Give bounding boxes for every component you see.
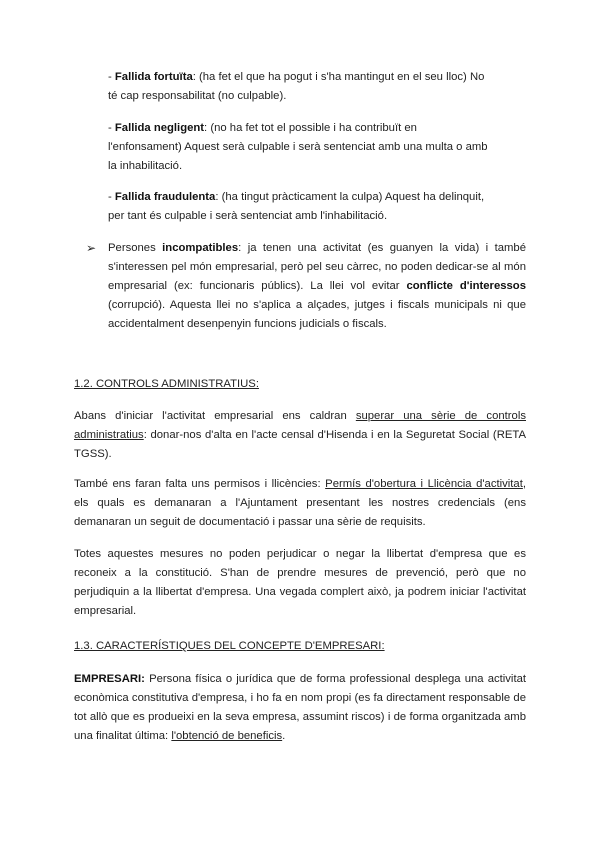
paragraph-mesures: Totes aquestes mesures no poden perjudicar o negar la llibertat d'empresa que es reconeix a la constitució. S'han de prendre mesures de prevenció, però que no perjudiquin a la llibertat d'empresa. Una vegada complert això, ja podrem iniciar l'activitat empresarial. bbox=[74, 548, 526, 617]
bullet-incompatibles bbox=[86, 239, 526, 339]
text-run: . bbox=[282, 730, 286, 742]
failure-term: Fallida fortuïta bbox=[114, 71, 193, 83]
paragraph-controls bbox=[74, 407, 526, 464]
dash: - bbox=[108, 191, 115, 203]
incompatibles-text bbox=[108, 239, 526, 334]
text-run: Persones bbox=[108, 242, 163, 254]
text-run: Persona física o jurídica que de forma professional desplega una activitat econòmica constitutiva d'empresa, i ho fa en nom propi (es fa directament responsable de tot allò que es produeixi en la seva empresa, assumint riscos) i de forma organitzada amb una finalitat última: bbox=[74, 673, 526, 742]
bold-term: conflicte d'interessos bbox=[406, 280, 526, 292]
section-heading-1-2: 1.2. CONTROLS ADMINISTRATIUS: bbox=[74, 378, 259, 390]
underlined-phrase: Permís d'obertura i Llicència d'activitat bbox=[325, 478, 523, 490]
bold-term: incompatibles bbox=[162, 242, 239, 254]
text-run: : donar-nos d'alta en l'acte censal d'Hisenda i en la Seguretat Social (RETA TGSS). bbox=[74, 429, 526, 460]
dash: - bbox=[108, 71, 115, 83]
failure-term: Fallida negligent bbox=[114, 122, 205, 134]
failure-text: : (ha fet el que ha pogut i s'ha mantingut en el seu lloc) No té cap responsabilitat (no culpable). bbox=[108, 71, 485, 102]
bold-term: EMPRESARI: bbox=[74, 673, 145, 685]
text-run: També ens faran falta uns permisos i llicències: bbox=[74, 478, 326, 490]
dash: - bbox=[108, 122, 115, 134]
section-heading-1-3: 1.3. CARACTERÍSTIQUES DEL CONCEPTE D'EMPRESARI: bbox=[74, 640, 385, 652]
text-run: Abans d'iniciar l'activitat empresarial ens caldran bbox=[74, 410, 356, 422]
failure-fortuita bbox=[108, 68, 488, 106]
failure-negligent bbox=[108, 119, 488, 176]
failure-term: Fallida fraudulenta bbox=[114, 191, 216, 203]
arrow-bullet-icon: ➢ bbox=[86, 241, 97, 255]
text-run: (corrupció). Aquesta llei no s'aplica a alçades, jutges i fiscals municipals ni que accidentalment desenpenyin funcions judicials o fiscals. bbox=[108, 299, 526, 330]
text-run: , els quals es demanaran a l'Ajuntament presentant les nostres credencials (ens demanaran un seguit de documentació i passar una sèrie de requisits. bbox=[74, 478, 526, 528]
underlined-phrase: l'obtenció de beneficis bbox=[171, 730, 283, 742]
underlined-phrase: superar una sèrie de controls administratius bbox=[74, 410, 526, 441]
failure-fraudulenta bbox=[108, 188, 488, 226]
paragraph-permisos bbox=[74, 475, 526, 532]
failure-text: : (no ha fet tot el possible i ha contribuït en l'enfonsament) Aquest serà culpable i serà sentenciat amb una multa o amb la inhabilitació. bbox=[108, 122, 488, 172]
paragraph-empresari bbox=[74, 670, 526, 746]
failure-text: : (ha tingut pràcticament la culpa) Aquest ha delinquit, per tant és culpable i serà sentenciat amb l'inhabilitació. bbox=[108, 191, 485, 222]
text-run: : ja tenen una activitat (es guanyen la vida) i també s'interessen pel món empresarial, però pel seu càrrec, no poden dedicar-se al món empresarial (ex: funcionaris públics). La llei vol evitar bbox=[108, 242, 526, 292]
